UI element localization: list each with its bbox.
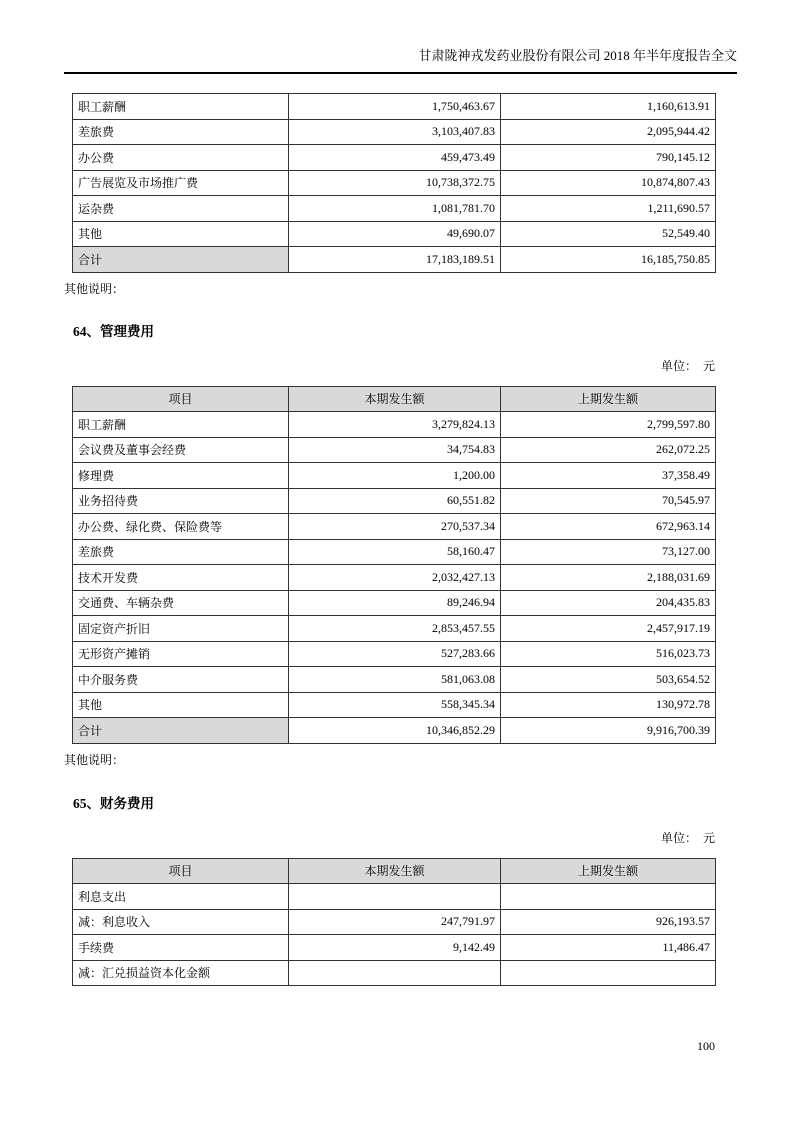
current-amount-cell: 60,551.82 (289, 488, 501, 514)
table-row (73, 119, 716, 145)
prior-amount-cell: 262,072.25 (501, 437, 716, 463)
unit-label-64: 单位： 元 (660, 358, 715, 373)
prior-amount-cell (501, 884, 716, 910)
financial-expense-table (72, 858, 716, 987)
table-row (73, 718, 716, 744)
table-row (73, 641, 716, 667)
current-amount-cell: 2,032,427.13 (289, 565, 501, 591)
table-row (73, 909, 716, 935)
prior-amount-cell: 790,145.12 (501, 145, 716, 171)
sales-expense-continuation-table (72, 93, 716, 273)
prior-amount-cell: 130,972.78 (501, 692, 716, 718)
current-amount-cell: 10,346,852.29 (289, 718, 501, 744)
current-amount-cell: 10,738,372.75 (289, 170, 501, 196)
row-label-cell: 技术开发费 (73, 565, 289, 591)
row-label-cell: 职工薪酬 (73, 412, 289, 438)
table-row (73, 488, 716, 514)
current-amount-cell: 2,853,457.55 (289, 616, 501, 642)
table-row (73, 196, 716, 222)
row-label-cell: 运杂费 (73, 196, 289, 222)
prior-amount-cell: 70,545.97 (501, 488, 716, 514)
column-header-prior-period: 上期发生额 (501, 386, 716, 412)
prior-amount-cell: 672,963.14 (501, 514, 716, 540)
table-row (73, 960, 716, 986)
row-label-cell: 办公费、绿化费、保险费等 (73, 514, 289, 540)
current-amount-cell (289, 884, 501, 910)
column-header-current-period: 本期发生额 (289, 858, 501, 884)
unit-label-65: 单位： 元 (660, 830, 715, 845)
table-row (73, 539, 716, 565)
row-label-cell: 其他 (73, 692, 289, 718)
table-row (73, 884, 716, 910)
current-amount-cell: 558,345.34 (289, 692, 501, 718)
current-amount-cell: 270,537.34 (289, 514, 501, 540)
other-notes-label: 其他说明： (64, 281, 125, 296)
prior-amount-cell: 1,211,690.57 (501, 196, 716, 222)
current-amount-cell: 9,142.49 (289, 935, 501, 961)
table-row (73, 514, 716, 540)
row-label-cell: 合计 (73, 718, 289, 744)
row-label-cell: 广告展览及市场推广费 (73, 170, 289, 196)
prior-amount-cell: 73,127.00 (501, 539, 716, 565)
current-amount-cell: 459,473.49 (289, 145, 501, 171)
row-label-cell: 手续费 (73, 935, 289, 961)
table-row (73, 247, 716, 273)
table-row (73, 935, 716, 961)
row-label-cell: 合计 (73, 247, 289, 273)
table-row (73, 616, 716, 642)
current-amount-cell: 247,791.97 (289, 909, 501, 935)
prior-amount-cell: 52,549.40 (501, 221, 716, 247)
prior-amount-cell: 2,799,597.80 (501, 412, 716, 438)
row-label-cell: 其他 (73, 221, 289, 247)
row-label-cell: 办公费 (73, 145, 289, 171)
prior-amount-cell: 9,916,700.39 (501, 718, 716, 744)
prior-amount-cell: 204,435.83 (501, 590, 716, 616)
table-row (73, 170, 716, 196)
current-amount-cell: 17,183,189.51 (289, 247, 501, 273)
prior-amount-cell: 2,188,031.69 (501, 565, 716, 591)
table-row (73, 221, 716, 247)
page-number: 100 (697, 1039, 715, 1053)
table-row (73, 590, 716, 616)
current-amount-cell: 49,690.07 (289, 221, 501, 247)
column-header-current-period: 本期发生额 (289, 386, 501, 412)
prior-amount-cell: 503,654.52 (501, 667, 716, 693)
table-row (73, 412, 716, 438)
row-label-cell: 差旅费 (73, 119, 289, 145)
table-row (73, 565, 716, 591)
prior-amount-cell (501, 960, 716, 986)
current-amount-cell: 3,279,824.13 (289, 412, 501, 438)
prior-amount-cell: 516,023.73 (501, 641, 716, 667)
table-row (73, 94, 716, 120)
current-amount-cell: 527,283.66 (289, 641, 501, 667)
current-amount-cell (289, 960, 501, 986)
row-label-cell: 差旅费 (73, 539, 289, 565)
column-header-item: 项目 (73, 386, 289, 412)
row-label-cell: 修理费 (73, 463, 289, 489)
table-row (73, 692, 716, 718)
current-amount-cell: 1,750,463.67 (289, 94, 501, 120)
table-row (73, 667, 716, 693)
prior-amount-cell: 37,358.49 (501, 463, 716, 489)
prior-amount-cell: 2,457,917.19 (501, 616, 716, 642)
prior-amount-cell: 926,193.57 (501, 909, 716, 935)
table-row (73, 463, 716, 489)
other-notes-label: 其他说明： (64, 752, 125, 767)
current-amount-cell: 34,754.83 (289, 437, 501, 463)
prior-amount-cell: 10,874,807.43 (501, 170, 716, 196)
current-amount-cell: 1,081,781.70 (289, 196, 501, 222)
prior-amount-cell: 1,160,613.91 (501, 94, 716, 120)
row-label-cell: 职工薪酬 (73, 94, 289, 120)
section-65-heading: 65、财务费用 (73, 795, 154, 811)
row-label-cell: 业务招待费 (73, 488, 289, 514)
row-label-cell: 中介服务费 (73, 667, 289, 693)
management-expense-table (72, 386, 716, 744)
column-header-prior-period: 上期发生额 (501, 858, 716, 884)
current-amount-cell: 1,200.00 (289, 463, 501, 489)
row-label-cell: 固定资产折旧 (73, 616, 289, 642)
table-header-row (73, 858, 716, 884)
row-label-cell: 交通费、车辆杂费 (73, 590, 289, 616)
column-header-item: 项目 (73, 858, 289, 884)
prior-amount-cell: 11,486.47 (501, 935, 716, 961)
table-header-row (73, 386, 716, 412)
row-label-cell: 利息支出 (73, 884, 289, 910)
table-row (73, 145, 716, 171)
current-amount-cell: 89,246.94 (289, 590, 501, 616)
row-label-cell: 无形资产摊销 (73, 641, 289, 667)
current-amount-cell: 581,063.08 (289, 667, 501, 693)
table-row (73, 437, 716, 463)
section-64-heading: 64、管理费用 (73, 323, 154, 339)
prior-amount-cell: 2,095,944.42 (501, 119, 716, 145)
prior-amount-cell: 16,185,750.85 (501, 247, 716, 273)
row-label-cell: 减：利息收入 (73, 909, 289, 935)
report-header-title: 甘肃陇神戎发药业股份有限公司 2018 年半年度报告全文 (64, 46, 737, 74)
current-amount-cell: 58,160.47 (289, 539, 501, 565)
current-amount-cell: 3,103,407.83 (289, 119, 501, 145)
row-label-cell: 减：汇兑损益资本化金额 (73, 960, 289, 986)
row-label-cell: 会议费及董事会经费 (73, 437, 289, 463)
